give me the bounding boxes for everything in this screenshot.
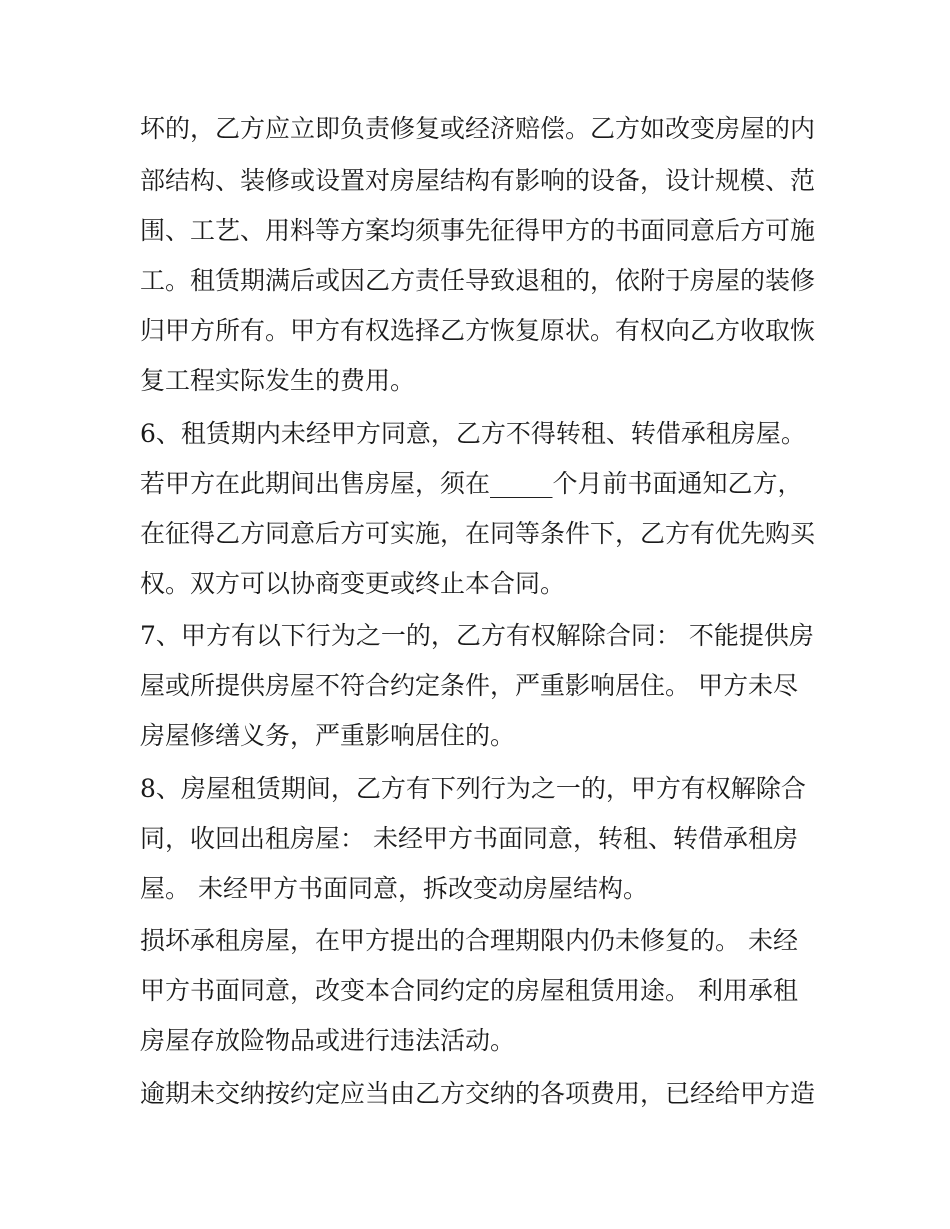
text-line: 归甲方所有。甲方有权选择乙方恢复原状。有权向乙方收取恢 — [140, 316, 816, 345]
text-line: 房屋修缮义务，严重影响居住的。 — [140, 721, 516, 750]
text-line: 甲方书面同意，改变本合同约定的房屋租赁用途。 利用承租 — [140, 976, 798, 1005]
text-line: 逾期未交纳按约定应当由乙方交纳的各项费用，已经给甲方造 — [140, 1079, 816, 1108]
text-line: 坏的，乙方应立即负责修复或经济赔偿。乙方如改变房屋的内 — [140, 114, 816, 143]
text-line: 工。租赁期满后或因乙方责任导致退租的，依附于房屋的装修 — [140, 266, 816, 295]
text-line: 同，收回出租房屋： 未经甲方书面同意，转租、转借承租房 — [140, 824, 798, 853]
text-line: 围、工艺、用料等方案均须事先征得甲方的书面同意后方可施 — [140, 216, 816, 245]
text-line: 复工程实际发生的费用。 — [140, 366, 416, 395]
text-line: 屋。 未经甲方书面同意，拆改变动房屋结构。 — [140, 874, 648, 903]
text-line: 8、房屋租赁期间，乙方有下列行为之一的，甲方有权解除合 — [140, 774, 806, 803]
text-line: 屋或所提供房屋不符合约定条件，严重影响居住。 甲方未尽 — [140, 671, 798, 700]
text-line: 若甲方在此期间出售房屋，须在_____个月前书面通知乙方， — [140, 469, 803, 498]
text-line: 6、租赁期内未经甲方同意，乙方不得转租、转借承租房屋。 — [140, 419, 806, 448]
text-line: 部结构、装修或设置对房屋结构有影响的设备，设计规模、范 — [140, 166, 816, 195]
text-line: 房屋存放险物品或进行违法活动。 — [140, 1026, 516, 1055]
text-line: 权。双方可以协商变更或终止本合同。 — [140, 569, 566, 598]
text-line: 损坏承租房屋，在甲方提出的合理期限内仍未修复的。 未经 — [140, 926, 798, 955]
text-line: 7、甲方有以下行为之一的，乙方有权解除合同： 不能提供房 — [140, 621, 814, 650]
text-line: 在征得乙方同意后方可实施，在同等条件下，乙方有优先购买 — [140, 519, 816, 548]
